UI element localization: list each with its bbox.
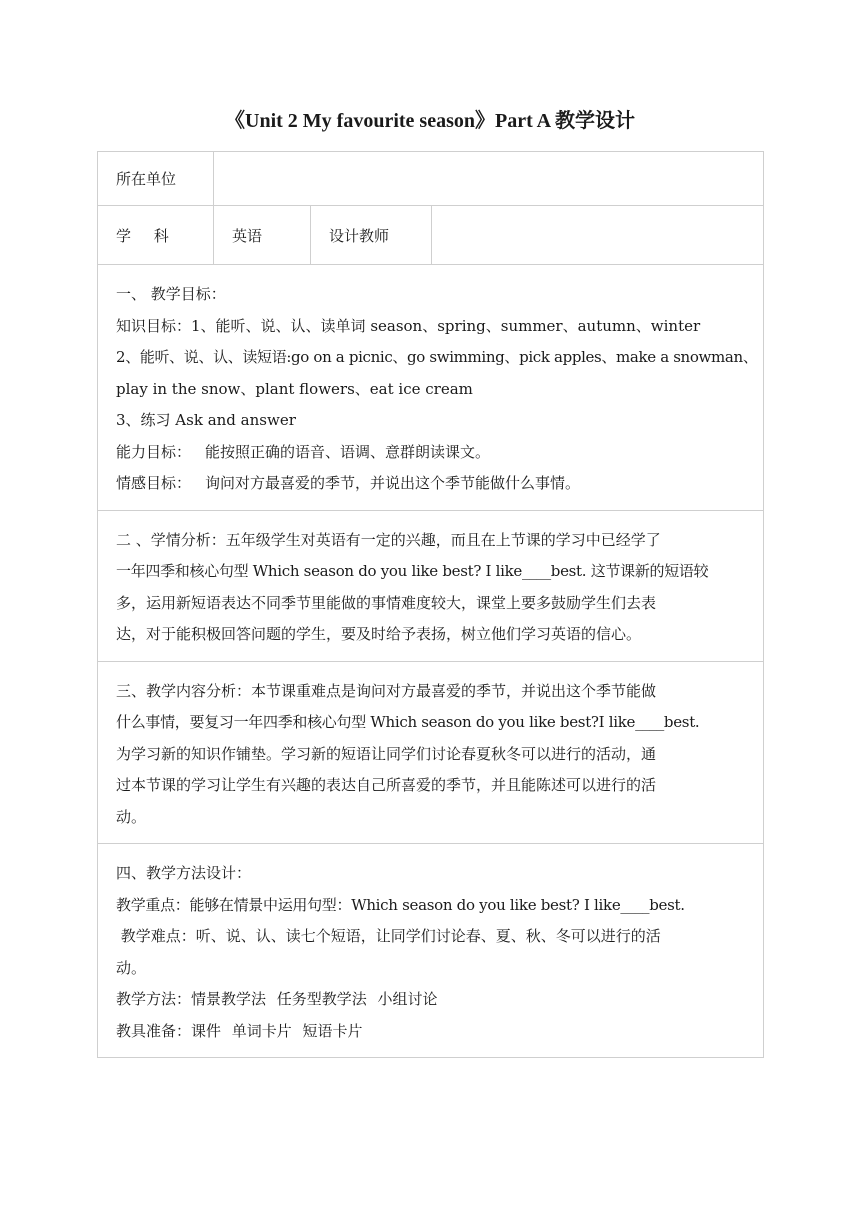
- objectives-section: [98, 265, 764, 511]
- objectives-heading: 一、 教学目标：: [116, 285, 226, 303]
- learner-analysis-line: 一年四季和核心句型 Which season do you like best? I like____best. 这节课新的短语较: [116, 562, 709, 580]
- content-analysis-line: 为学习新的知识作铺垫。学习新的短语让同学们讨论春夏秋冬可以进行的活动，通: [116, 744, 657, 763]
- subject-label: 学 科: [98, 206, 214, 265]
- methods-row: [98, 844, 764, 1058]
- objectives-line: play in the snow、plant flowers、eat ice cream: [116, 379, 473, 398]
- methods-line: 动。: [116, 958, 147, 977]
- learner-analysis-line: 达，对于能积极回答问题的学生，要及时给予表扬，树立他们学习英语的信心。: [116, 625, 642, 643]
- objectives-line: 知识目标：1、能听、说、认、读单词 season、spring、summer、autumn、winter: [116, 316, 701, 335]
- content-analysis-line: 动。: [116, 807, 147, 826]
- teacher-label: 设计教师: [311, 206, 432, 265]
- methods-line: 教学方法：情景教学法 任务型教学法 小组讨论: [116, 990, 438, 1008]
- methods-section: [98, 844, 764, 1058]
- methods-line: 教具准备：课件 单词卡片 短语卡片: [116, 1021, 363, 1040]
- lesson-plan-table: [97, 151, 764, 1058]
- teacher-value: [432, 206, 764, 265]
- ability-text: 能按照正确的语音、语调、意群朗读课文。: [205, 442, 491, 461]
- methods-line: 教学重点：能够在情景中运用句型：Which season do you like best? I like____best.: [116, 895, 685, 914]
- emotion-objective: [116, 468, 745, 500]
- content-analysis-line: 什么事情，要复习一年四季和核心句型 Which season do you like best?I like____best.: [116, 713, 700, 731]
- methods-line: 四、教学方法设计：: [116, 864, 252, 882]
- learner-analysis-line: 多，运用新短语表达不同季节里能做的事情难度较大，课堂上要多鼓励学生们去表: [116, 593, 657, 612]
- content-analysis-row: [98, 661, 764, 844]
- subject-row: [98, 206, 764, 265]
- ability-label: 能力目标：: [116, 442, 192, 461]
- learner-analysis-row: [98, 510, 764, 661]
- content-analysis-line: 过本节课的学习让学生有兴趣的表达自己所喜爱的季节，并且能陈述可以进行的活: [116, 776, 657, 794]
- content-analysis-section: [98, 661, 764, 844]
- objectives-row: [98, 265, 764, 511]
- unit-value: [214, 152, 764, 206]
- emotion-label: 情感目标：: [116, 474, 192, 492]
- ability-objective: [116, 437, 745, 469]
- learner-analysis-section: [98, 510, 764, 661]
- learner-analysis-line: 二 、学情分析：五年级学生对英语有一定的兴趣，而且在上节课的学习中已经学了: [116, 530, 661, 549]
- methods-line: 教学难点：听、说、认、读七个短语，让同学们讨论春、夏、秋、冬可以进行的活: [116, 927, 661, 945]
- objectives-line: 2、能听、说、认、读短语:go on a picnic、go swimming、pick apples、make a snowman、: [116, 348, 758, 366]
- emotion-text: 询问对方最喜爱的季节，并说出这个季节能做什么事情。: [205, 474, 581, 492]
- objectives-line: 3、练习 Ask and answer: [116, 411, 296, 429]
- unit-label: 所在单位: [98, 152, 214, 206]
- subject-value: 英语: [214, 206, 311, 265]
- unit-row: [98, 152, 764, 206]
- document-title: 《Unit 2 My favourite season》Part A 教学设计: [225, 110, 635, 132]
- content-analysis-line: 三、教学内容分析：本节课重难点是询问对方最喜爱的季节，并说出这个季节能做: [116, 681, 657, 700]
